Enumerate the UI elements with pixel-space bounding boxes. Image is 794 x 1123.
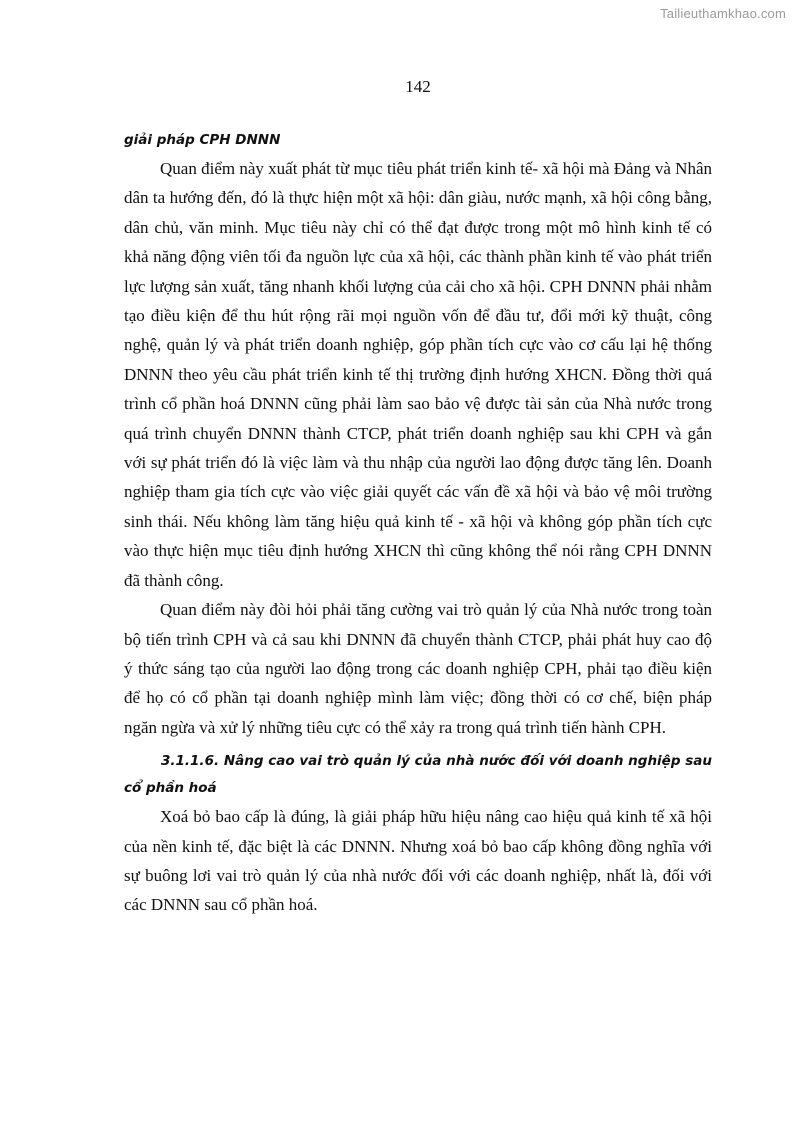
- heading-continued: giải pháp CPH DNNN: [124, 132, 281, 148]
- page-number: 142: [405, 77, 431, 96]
- document-body: [124, 128, 712, 920]
- paragraph-2: Quan điểm này đòi hỏi phải tăng cường vai trò quản lý của Nhà nước trong toàn bộ tiến trình CPH và cả sau khi DNNN đã chuyển thành CTCP, phải phát huy cao độ ý thức sáng tạo của người lao động trong các doanh nghiệp CPH, phải tạo điều kiện để họ có cổ phần tại doanh nghiệp mình làm việc; đồng thời có cơ chế, biện pháp ngăn ngừa và xử lý những tiêu cực có thể xảy ra trong quá trình tiến hành CPH.: [124, 600, 712, 737]
- section-paragraph: Xoá bỏ bao cấp là đúng, là giải pháp hữu hiệu nâng cao hiệu quả kinh tế xã hội của nền kinh tế, đặc biệt là các DNNN. Nhưng xoá bỏ bao cấp không đồng nghĩa với sự buông lơi vai trò quản lý của nhà nước đối với các doanh nghiệp, nhất là, đối với các DNNN sau cổ phần hoá.: [124, 807, 712, 915]
- section-heading: 3.1.1.6. Nâng cao vai trò quản lý của nhà nước đối với doanh nghiệp sau cổ phần hoá: [124, 753, 712, 797]
- watermark: Tailieuthamkhao.com: [660, 6, 786, 21]
- paragraph-1: Quan điểm này xuất phát từ mục tiêu phát triển kinh tế- xã hội mà Đảng và Nhân dân ta hướng đến, đó là thực hiện một xã hội: dân giàu, nước mạnh, xã hội công bằng, dân chủ, văn minh. Mục tiêu này chỉ có thể đạt được trong một mô hình kinh tế có khả năng động viên tối đa nguồn lực của xã hội, các thành phần kinh tế vào phát triển lực lượng sản xuất, tăng nhanh khối lượng của cải cho xã hội. CPH DNNN phải nhằm tạo điều kiện để thu hút rộng rãi mọi nguồn vốn để đầu tư, đổi mới kỹ thuật, công nghệ, quản lý và phát triển doanh nghiệp, góp phần tích cực vào cơ cấu lại hệ thống DNNN theo yêu cầu phát triển kinh tế thị trường định hướng XHCN. Đồng thời quá trình cổ phần hoá DNNN cũng phải làm sao bảo vệ được tài sản của Nhà nước trong quá trình chuyển DNNN thành CTCP, phát triển doanh nghiệp sau khi CPH và gắn với sự phát triển đó là việc làm và thu nhập của người lao động được tăng lên. Doanh nghiệp tham gia tích cực vào việc giải quyết các vấn đề xã hội và bảo vệ môi trường sinh thái. Nếu không làm tăng hiệu quả kinh tế - xã hội và không góp phần tích cực vào thực hiện mục tiêu định hướng XHCN thì cũng không thể nói rằng CPH DNNN đã thành công.: [124, 159, 712, 590]
